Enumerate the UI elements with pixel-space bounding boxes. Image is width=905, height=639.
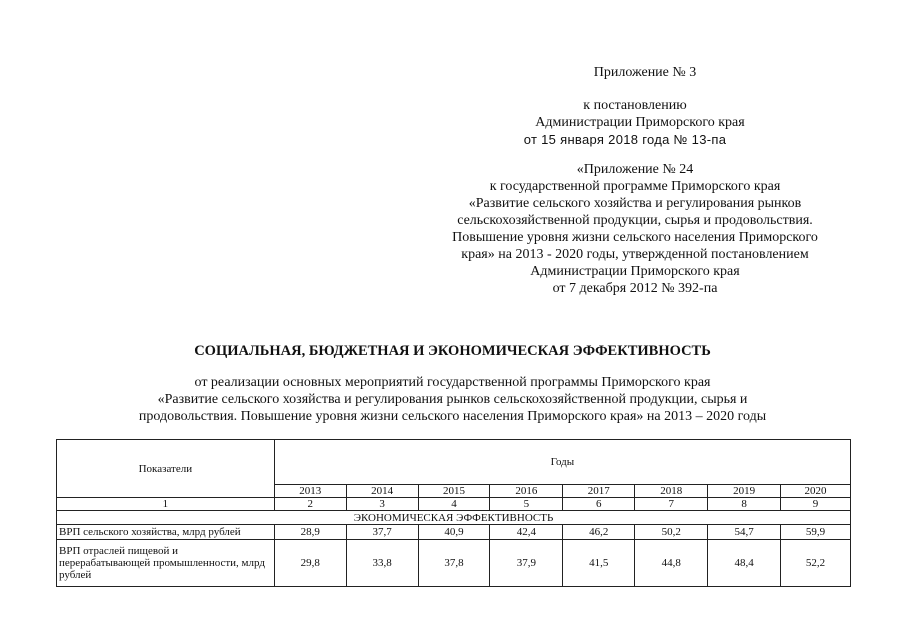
- column-number: 9: [781, 498, 851, 511]
- subannex-line-3: «Развитие сельского хозяйства и регулирования рынков: [468, 196, 802, 211]
- table-cell: 50,2: [635, 525, 708, 540]
- table-cell: 41,5: [563, 540, 635, 587]
- subannex-line-1: «Приложение № 24: [576, 162, 694, 177]
- year-header: 2019: [708, 485, 781, 498]
- year-header: 2018: [635, 485, 708, 498]
- indicators-header: Показатели: [57, 440, 275, 498]
- table-cell: 42,4: [490, 525, 563, 540]
- column-number: 2: [274, 498, 346, 511]
- year-header: 2016: [490, 485, 563, 498]
- year-header: 2017: [563, 485, 635, 498]
- column-number: 6: [563, 498, 635, 511]
- subannex-line-4: сельскохозяйственной продукции, сырья и продовольствия.: [457, 213, 813, 228]
- year-header: 2014: [346, 485, 418, 498]
- table-cell: 46,2: [563, 525, 635, 540]
- table-cell: 29,8: [274, 540, 346, 587]
- subtitle-line-2: «Развитие сельского хозяйства и регулирования рынков сельскохозяйственной продукции, сырья и: [157, 392, 748, 407]
- table-cell: 37,9: [490, 540, 563, 587]
- subannex-line-7: Администрации Приморского края: [530, 264, 740, 279]
- year-header: 2015: [418, 485, 490, 498]
- annex-title: Приложение № 3: [593, 65, 697, 80]
- column-number: 8: [708, 498, 781, 511]
- page-title: СОЦИАЛЬНАЯ, БЮДЖЕТНАЯ И ЭКОНОМИЧЕСКАЯ ЭФФЕКТИВНОСТЬ: [194, 343, 711, 359]
- row-label: ВРП сельского хозяйства, млрд рублей: [57, 525, 275, 540]
- table-cell: 59,9: [781, 525, 851, 540]
- table-cell: 54,7: [708, 525, 781, 540]
- subannex-line-5: Повышение уровня жизни сельского населения Приморского: [452, 230, 818, 245]
- table-cell: 44,8: [635, 540, 708, 587]
- column-number: 5: [490, 498, 563, 511]
- row-label: ВРП отраслей пищевой и перерабатывающей промышленности, млрд рублей: [57, 540, 275, 587]
- year-header: 2020: [781, 485, 851, 498]
- table-cell: 33,8: [346, 540, 418, 587]
- table-cell: 48,4: [708, 540, 781, 587]
- annex-handwritten-date: от 15 января 2018 года № 13-па: [523, 132, 727, 147]
- table-row: [57, 525, 851, 540]
- table-cell: 37,8: [418, 540, 490, 587]
- column-number: 1: [57, 498, 275, 511]
- subannex-line-8: от 7 декабря 2012 № 392-па: [552, 281, 718, 296]
- table-row: [57, 540, 851, 587]
- annex-administration: Администрации Приморского края: [535, 115, 745, 130]
- subtitle-line-3: продовольствия. Повышение уровня жизни сельского населения Приморского края» на 2013 – 2020 годы: [138, 409, 767, 424]
- column-number: 7: [635, 498, 708, 511]
- subannex-line-2: к государственной программе Приморского края: [489, 179, 781, 194]
- efficiency-table: [56, 439, 851, 587]
- annex-to-resolution: к постановлению: [583, 98, 687, 113]
- section-header: ЭКОНОМИЧЕСКАЯ ЭФФЕКТИВНОСТЬ: [57, 511, 851, 525]
- table-cell: 40,9: [418, 525, 490, 540]
- subannex-line-6: края» на 2013 - 2020 годы, утвержденной постановлением: [461, 247, 809, 262]
- table-cell: 37,7: [346, 525, 418, 540]
- column-number: 4: [418, 498, 490, 511]
- column-number: 3: [346, 498, 418, 511]
- years-header: Годы: [274, 440, 850, 485]
- table-cell: 52,2: [781, 540, 851, 587]
- subtitle-line-1: от реализации основных мероприятий государственной программы Приморского края: [194, 375, 711, 390]
- year-header: 2013: [274, 485, 346, 498]
- table-cell: 28,9: [274, 525, 346, 540]
